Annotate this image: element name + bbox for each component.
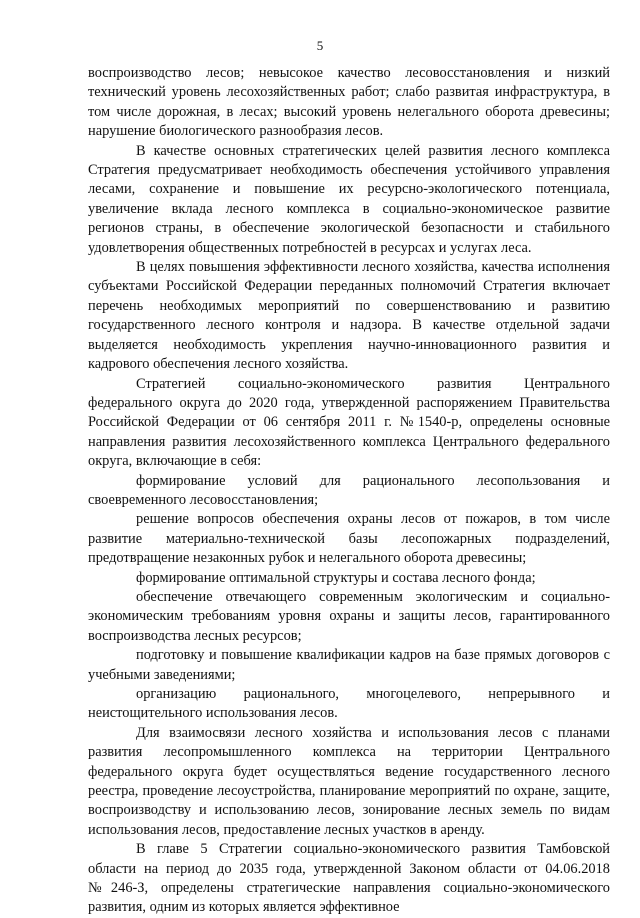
paragraph-1: воспроизводство лесов; невысокое качество лесовосстановления и низкий технический уровень лесохозяйственных работ; слабо развитая инфраструктура, в том числе дорожная, в лесах; высокий уровень нелегального оборота древесины; нарушение биологического разнообразия лесов.: [88, 65, 610, 140]
page-number: 5: [316, 38, 324, 53]
list-item-4: обеспечение отвечающего современным экологическим и социально-экономическим требованиям уровня охраны и защиты лесов, гарантированного воспроизводства лесных ресурсов;: [88, 588, 610, 644]
list-item-1: формирование условий для рационального лесопользования и своевременного лесовосстановления;: [88, 472, 610, 508]
list-item-6: организацию рационального, многоцелевого, непрерывного и неистощительного использования лесов.: [88, 686, 610, 722]
list-item-5: подготовку и повышение квалификации кадров на базе прямых договоров с учебными заведениями;: [88, 647, 610, 683]
paragraph-4: Стратегией социально-экономического развития Центрального федерального округа до 2020 года, утвержденной распоряжением Правительства Российской Федерации от 06 сентября 2011 г. №1540-р, определены основные направления развития лесохозяйственного комплекса Центрального федерального округа, включающие в себя:: [88, 375, 610, 470]
paragraph-5: Для взаимосвязи лесного хозяйства и использования лесов с планами развития лесопромышленного комплекса на территории Центрального федерального округа будет осуществляться ведение государственного лесного реестра, проведение лесоустройства, планирование мероприятий по охране, защите, воспроизводству и использованию лесов, зонирование лесных земель по видам использования лесов, предоставление лесных участков в аренду.: [88, 724, 610, 838]
paragraph-2: В качестве основных стратегических целей развития лесного комплекса Стратегия предусматривает необходимость обеспечения устойчивого управления лесами, сохранение и повышение их ресурсно-экологического потенциала, увеличение вклада лесного комплекса в социально-экономическое развитие регионов страны, в обеспечение экологической безопасности и стабильного удовлетворения общественных потребностей в ресурсах и услугах леса.: [88, 142, 610, 256]
document-body: [88, 64, 610, 918]
paragraph-6: В главе 5 Стратегии социально-экономического развития Тамбовской области на период до 2035 года, утвержденной Законом области от 04.06.2018 №246-З, определены стратегические направления социально-экономического развития, одним из которых является эффективное: [88, 841, 610, 916]
list-item-3: формирование оптимальной структуры и состава лесного фонда;: [136, 569, 536, 586]
list-item-2: решение вопросов обеспечения охраны лесов от пожаров, в том числе развитие материально-технической базы лесопожарных подразделений, предотвращение незаконных рубок и нелегального оборота древесины;: [88, 511, 610, 567]
paragraph-3: В целях повышения эффективности лесного хозяйства, качества исполнения субъектами Российской Федерации переданных полномочий Стратегия включает перечень необходимых мероприятий по совершенствованию и развитию государственного лесного контроля и надзора. В качестве отдельной задачи выделяется необходимость укрепления научно-инновационного развития и кадрового обеспечения лесного хозяйства.: [88, 259, 610, 373]
